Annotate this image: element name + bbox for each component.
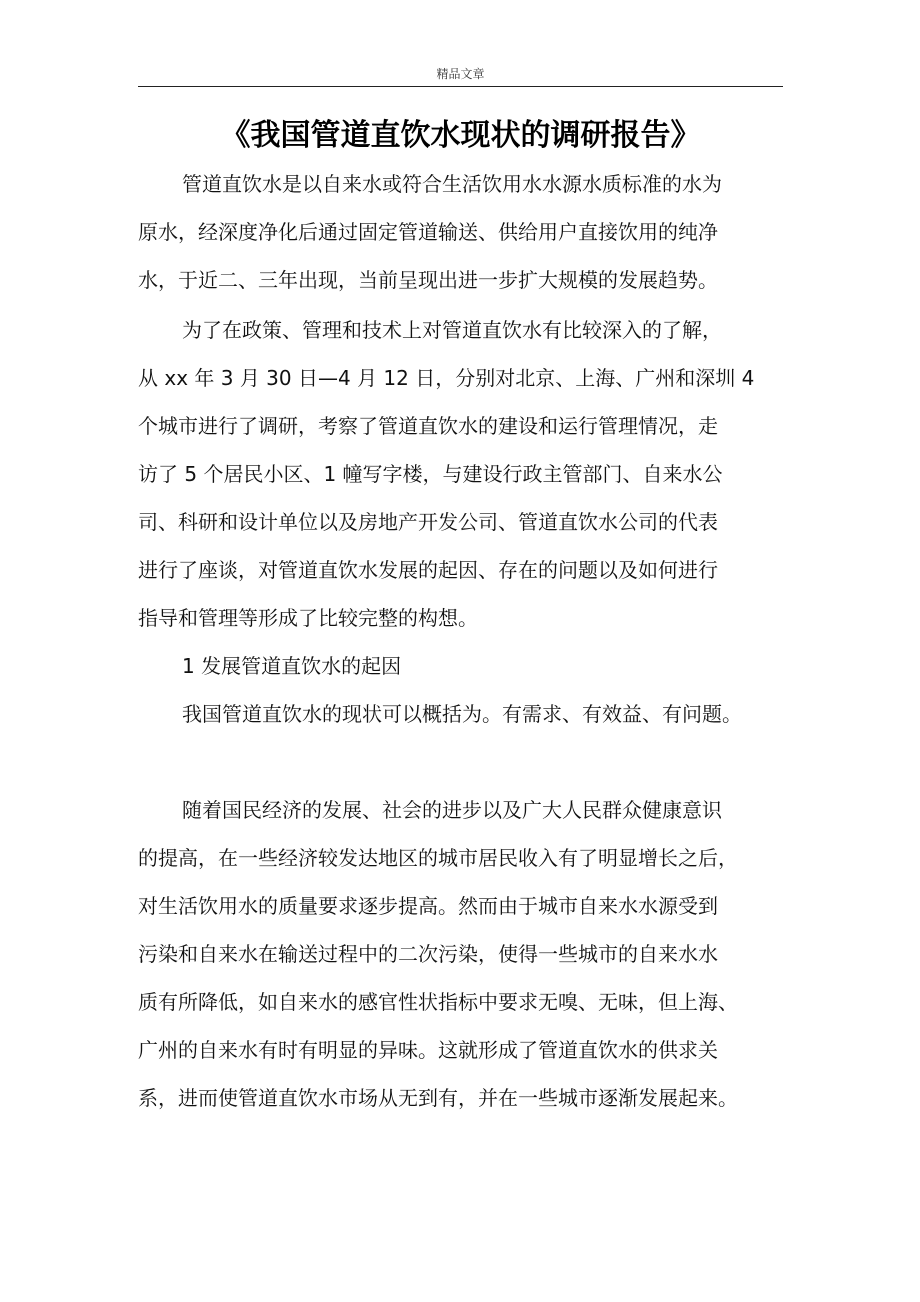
body-line: 司、科研和设计单位以及房地产开发公司、管道直饮水公司的代表 — [138, 510, 718, 534]
section-heading: 1 发展管道直饮水的起因 — [182, 654, 402, 678]
body-line: 进行了座谈，对管道直饮水发展的起因、存在的问题以及如何进行 — [138, 558, 718, 582]
body-line: 对生活饮用水的质量要求逐步提高。然而由于城市自来水水源受到 — [138, 894, 718, 918]
body-line: 从 xx 年 3 月 30 日—4 月 12 日，分别对北京、上海、广州和深圳 4 — [138, 366, 755, 390]
header-divider — [138, 86, 783, 87]
body-line: 原水，经深度净化后通过固定管道输送、供给用户直接饮用的纯净 — [138, 220, 718, 244]
running-header: 精品文章 — [436, 67, 485, 81]
body-line: 我国管道直饮水的现状可以概括为。有需求、有效益、有问题。 — [182, 702, 742, 726]
body-line: 污染和自来水在输送过程中的二次污染，使得一些城市的自来水水 — [138, 942, 718, 966]
body-line: 的提高，在一些经济较发达地区的城市居民收入有了明显增长之后， — [138, 846, 738, 870]
body-line: 质有所降低，如自来水的感官性状指标中要求无嗅、无味，但上海、 — [138, 990, 738, 1014]
body-line: 为了在政策、管理和技术上对管道直饮水有比较深入的了解， — [182, 318, 722, 342]
body-line: 管道直饮水是以自来水或符合生活饮用水水源水质标准的水为 — [182, 172, 722, 196]
document-title: 《我国管道直饮水现状的调研报告》 — [220, 118, 701, 153]
body-line: 广州的自来水有时有明显的异味。这就形成了管道直饮水的供求关 — [138, 1038, 718, 1062]
body-line: 个城市进行了调研，考察了管道直饮水的建设和运行管理情况，走 — [138, 414, 718, 438]
body-line: 随着国民经济的发展、社会的进步以及广大人民群众健康意识 — [182, 798, 722, 822]
body-line: 访了 5 个居民小区、1 幢写字楼，与建设行政主管部门、自来水公 — [138, 462, 723, 486]
body-line: 系，进而使管道直饮水市场从无到有，并在一些城市逐渐发展起来。 — [138, 1086, 738, 1110]
body-line: 指导和管理等形成了比较完整的构想。 — [138, 606, 478, 630]
body-line: 水，于近二、三年出现，当前呈现出进一步扩大规模的发展趋势。 — [138, 268, 718, 292]
